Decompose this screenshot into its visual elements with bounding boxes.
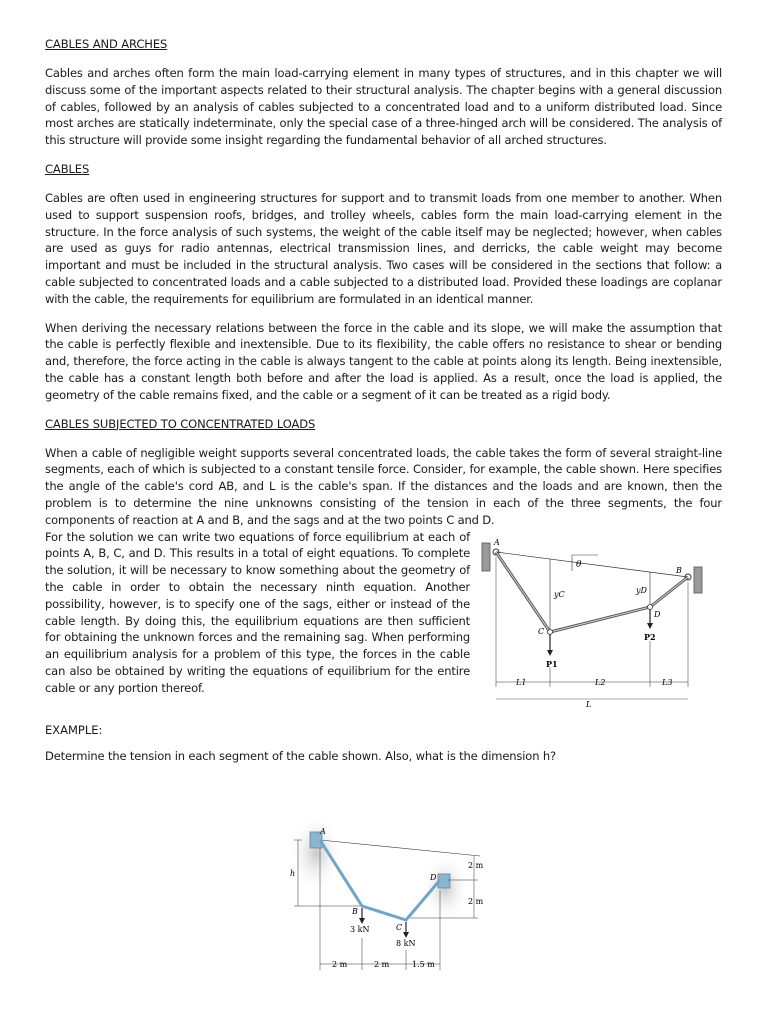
label-yc: yC	[554, 589, 565, 599]
example-cable-figure	[290, 818, 490, 978]
label-p2: P2	[644, 631, 656, 642]
paragraph-concentrated-1: When a cable of negligible weight supports several concentrated loads, the cable takes the form of several straight-line segments, each of which is subjected to a constant tensile force. Consider, for example, the cable shown. Here specifies the angle of the cable's cord AB, and L is the cable's span. If the distances and the loads and are known, then the problem is to determine the nine unknowns consisting of the tension in each of the three segments, the four components of reaction at A and B, and the sags and at the two points C and D.	[45, 445, 722, 527]
label-p1: P1	[546, 658, 558, 669]
right-support-wall	[694, 567, 702, 593]
label-yd: yD	[636, 585, 647, 595]
label-b: B	[676, 565, 682, 575]
cable-diagram-figure	[480, 537, 705, 712]
label-dim-top: 2 m	[468, 861, 484, 870]
paragraph-intro: Cables and arches often form the main load-carrying element in many types of structures, and in this chapter we will discuss some of the important aspects related to their structural analysis. The chapter begins with a general discussion of cables, followed by an analysis of cables subjected to a concentrated load and to a uniform distributed load. Since most arches are statically indeterminate, only the special case of a three-hinged arch will be considered. The analysis of this structure will provide some insight regarding the fundamental behavior of all arched structures.	[45, 66, 722, 148]
label-load-c: 8 kN	[396, 939, 416, 948]
label-h: h	[290, 869, 296, 878]
paragraph-cables-1: Cables are often used in engineering structures for support and to transmit loads from one member to another. When used to support suspension roofs, bridges, and trolley wheels, cables form the main load-carrying element in the structure. In the force analysis of such systems, the weight of the cable itself may be neglected; however, when cables are used as guys for radio antennas, electrical transmission lines, and derricks, the cable weight may become important and must be included in the structural analysis. Two cases will be considered in the sections that follow: a cable subjected to concentrated loads and a cable subjected to a distributed load. Provided these loadings are coplanar with the cable, the requirements for equilibrium are formulated in an identical manner.	[45, 190, 722, 306]
label-l3: L3	[662, 677, 673, 687]
joint-c	[548, 629, 553, 634]
reference-line-top	[320, 840, 480, 856]
paragraph-example: Determine the tension in each segment of the cable shown. Also, what is the dimension h?	[45, 748, 556, 763]
label-c: C	[538, 626, 545, 636]
label-d: D	[654, 609, 661, 619]
label-l: L	[586, 699, 592, 709]
load-c-head	[403, 932, 409, 938]
label-dim-right: 2 m	[468, 897, 484, 906]
label-c: C	[396, 923, 403, 932]
label-l2: L2	[595, 677, 606, 687]
heading-concentrated-loads: CABLES SUBJECTED TO CONCENTRATED LOADS	[45, 416, 316, 431]
label-d: D	[430, 873, 437, 882]
document-page	[45, 36, 722, 776]
label-b: B	[352, 907, 358, 916]
heading-example: EXAMPLE:	[45, 722, 103, 737]
cable-line	[496, 552, 688, 632]
paragraph-cables-2: When deriving the necessary relations between the force in the cable and its slope, we will make the assumption that the cable is perfectly flexible and inextensible. Due to its flexibility, the cable offers no resistance to shear or bending and, therefore, the force acting in the cable is always tangent to the cable at points along its length. Being inextensible, the cable has a constant length both before and after the load is applied. As a result, once the load is applied, the geometry of the cable remains fixed, and the cable or a segment of it can be treated as a rigid body.	[45, 320, 722, 402]
heading-cables: CABLES	[45, 161, 90, 176]
text-figure-row	[45, 529, 722, 712]
label-load-b: 3 kN	[350, 925, 370, 934]
label-a: A	[320, 827, 326, 836]
heading-cables-and-arches: CABLES AND ARCHES	[45, 37, 168, 51]
load-p1-head	[547, 650, 553, 656]
load-b-head	[359, 918, 365, 924]
label-span-1: 2 m	[332, 960, 348, 969]
joint-d	[648, 604, 653, 609]
label-span-2: 2 m	[374, 960, 390, 969]
label-a: A	[494, 537, 500, 547]
paragraph-concentrated-2: For the solution we can write two equations of force equilibrium at each of points A, B, C, and D. This results in a total of eight equations. To complete the solution, it will be necessary to know something about the geometry of the cable in order to obtain the necessary ninth equation. Another possibility, however, is to specify one of the sags, either or instead of the cable length. By doing this, the equilibrium equations are then sufficient for obtaining the unknown forces and the remaining sag. When performing an equilibrium analysis for a problem of this type, the forces in the cable can also be obtained by writing the equations of equilibrium for the entire cable or any portion thereof.	[45, 529, 470, 695]
label-l1: L1	[516, 677, 527, 687]
label-theta: θ	[576, 559, 582, 570]
left-support-wall	[482, 543, 490, 571]
chord-ab	[496, 552, 688, 577]
load-p2-head	[647, 623, 653, 629]
label-span-3: 1.5 m	[412, 960, 435, 969]
